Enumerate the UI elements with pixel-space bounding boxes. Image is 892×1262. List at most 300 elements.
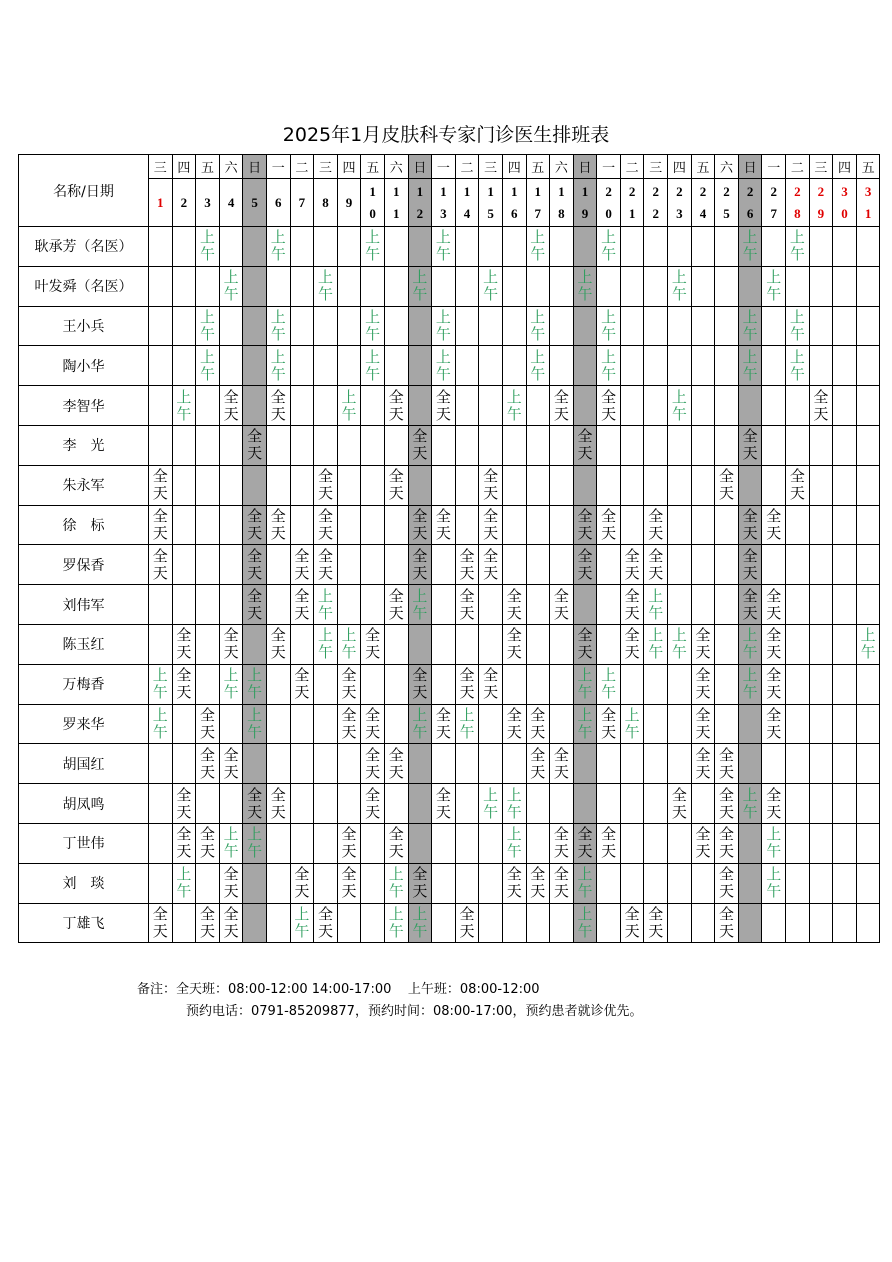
shift-cell (408, 227, 432, 267)
shift-cell (833, 306, 857, 346)
weekday-cell: 一 (266, 155, 290, 179)
shift-cell (833, 664, 857, 704)
fullday-shift: 全 天 (247, 586, 263, 622)
doctor-row (19, 704, 880, 744)
morning-shift: 上 午 (601, 307, 617, 343)
shift-cell (337, 465, 361, 505)
shift-cell (691, 545, 715, 585)
day-number-cell: 5 (243, 179, 267, 227)
shift-cell (738, 664, 762, 704)
shift-cell (408, 266, 432, 306)
shift-cell (644, 863, 668, 903)
shift-cell (762, 227, 786, 267)
shift-cell (786, 266, 810, 306)
shift-cell (384, 227, 408, 267)
shift-cell (384, 386, 408, 426)
shift-cell (408, 346, 432, 386)
shift-cell (455, 784, 479, 824)
shift-cell (856, 505, 880, 545)
day-number-cell: 7 (290, 179, 314, 227)
weekday-cell: 三 (644, 155, 668, 179)
day-number-cell: 22 (644, 179, 668, 227)
doctor-name: 刘伟军 (19, 585, 149, 625)
morning-shift: 上 午 (199, 228, 215, 264)
shift-cell (668, 863, 692, 903)
morning-shift: 上 午 (577, 705, 593, 741)
shift-cell (290, 545, 314, 585)
shift-cell (432, 744, 456, 784)
shift-cell (691, 465, 715, 505)
shift-cell (762, 863, 786, 903)
shift-cell (502, 346, 526, 386)
shift-cell (809, 505, 833, 545)
shift-cell (573, 585, 597, 625)
fullday-shift: 全 天 (223, 626, 239, 662)
doctor-row (19, 465, 880, 505)
shift-cell (691, 227, 715, 267)
fullday-shift: 全 天 (719, 825, 735, 861)
shift-cell (432, 505, 456, 545)
shift-cell (738, 545, 762, 585)
fullday-shift: 全 天 (671, 785, 687, 821)
shift-cell (573, 624, 597, 664)
shift-cell (762, 585, 786, 625)
day-number-cell: 25 (715, 179, 739, 227)
shift-cell (644, 227, 668, 267)
morning-shift: 上 午 (412, 268, 428, 304)
shift-cell (384, 624, 408, 664)
fullday-shift: 全 天 (412, 427, 428, 463)
fullday-shift: 全 天 (459, 904, 475, 940)
day-number-cell: 16 (502, 179, 526, 227)
morning-shift: 上 午 (577, 904, 593, 940)
shift-cell (573, 306, 597, 346)
morning-shift: 上 午 (412, 586, 428, 622)
shift-cell (738, 505, 762, 545)
shift-cell (502, 744, 526, 784)
shift-cell (762, 465, 786, 505)
fullday-shift: 全 天 (247, 506, 263, 542)
morning-shift: 上 午 (412, 705, 428, 741)
shift-cell (502, 585, 526, 625)
shift-cell (738, 863, 762, 903)
shift-cell (149, 227, 173, 267)
shift-cell (361, 306, 385, 346)
shift-cell (786, 784, 810, 824)
fullday-shift: 全 天 (695, 705, 711, 741)
fullday-shift: 全 天 (577, 825, 593, 861)
shift-cell (266, 386, 290, 426)
doctor-name: 丁雄飞 (19, 903, 149, 943)
shift-cell (809, 704, 833, 744)
doctor-row (19, 227, 880, 267)
morning-shift: 上 午 (365, 307, 381, 343)
morning-shift: 上 午 (317, 626, 333, 662)
fullday-shift: 全 天 (624, 904, 640, 940)
shift-cell (762, 624, 786, 664)
shift-cell (715, 465, 739, 505)
fullday-shift: 全 天 (506, 626, 522, 662)
shift-cell (149, 664, 173, 704)
doctor-name: 刘 琰 (19, 863, 149, 903)
shift-cell (266, 585, 290, 625)
morning-shift: 上 午 (506, 825, 522, 861)
shift-cell (738, 346, 762, 386)
doctor-name: 罗保香 (19, 545, 149, 585)
fullday-shift: 全 天 (648, 904, 664, 940)
shift-cell (856, 227, 880, 267)
shift-cell (668, 306, 692, 346)
fullday-shift: 全 天 (530, 705, 546, 741)
shift-cell (479, 346, 503, 386)
shift-cell (762, 784, 786, 824)
morning-shift: 上 午 (435, 347, 451, 383)
shift-cell (786, 306, 810, 346)
fullday-shift: 全 天 (506, 865, 522, 901)
weekday-cell: 三 (314, 155, 338, 179)
date-header-label: 名称/日期 (19, 155, 149, 227)
shift-cell (337, 266, 361, 306)
doctor-name: 耿承芳（名医） (19, 227, 149, 267)
shift-cell (620, 465, 644, 505)
shift-cell (856, 863, 880, 903)
fullday-shift: 全 天 (435, 705, 451, 741)
shift-cell (290, 863, 314, 903)
shift-cell (432, 266, 456, 306)
shift-cell (337, 545, 361, 585)
fullday-shift: 全 天 (412, 865, 428, 901)
shift-cell (479, 545, 503, 585)
fullday-shift: 全 天 (813, 387, 829, 423)
shift-cell (243, 425, 267, 465)
shift-cell (314, 664, 338, 704)
morning-shift: 上 午 (435, 307, 451, 343)
shift-cell (172, 386, 196, 426)
fullday-shift: 全 天 (766, 626, 782, 662)
morning-shift: 上 午 (530, 307, 546, 343)
shift-cell (644, 545, 668, 585)
shift-cell (668, 744, 692, 784)
weekday-cell: 日 (573, 155, 597, 179)
shift-cell (573, 386, 597, 426)
shift-cell (455, 266, 479, 306)
shift-cell (526, 784, 550, 824)
shift-cell (361, 266, 385, 306)
fullday-shift: 全 天 (459, 586, 475, 622)
shift-cell (597, 545, 621, 585)
doctor-row (19, 863, 880, 903)
weekday-cell: 日 (738, 155, 762, 179)
shift-cell (266, 823, 290, 863)
shift-cell (762, 346, 786, 386)
shift-cell (856, 306, 880, 346)
shift-cell (149, 545, 173, 585)
shift-cell (833, 425, 857, 465)
fullday-shift: 全 天 (365, 785, 381, 821)
shift-cell (691, 585, 715, 625)
shift-cell (738, 704, 762, 744)
shift-cell (502, 704, 526, 744)
shift-cell (219, 227, 243, 267)
shift-cell (384, 784, 408, 824)
shift-cell (290, 346, 314, 386)
shift-cell (809, 823, 833, 863)
shift-cell (550, 346, 574, 386)
fullday-shift: 全 天 (199, 904, 215, 940)
shift-cell (243, 784, 267, 824)
fullday-shift: 全 天 (294, 586, 310, 622)
fullday-shift: 全 天 (742, 546, 758, 582)
fullday-shift: 全 天 (388, 825, 404, 861)
shift-cell (337, 624, 361, 664)
shift-cell (856, 903, 880, 943)
shift-cell (550, 704, 574, 744)
shift-cell (337, 585, 361, 625)
shift-cell (715, 784, 739, 824)
shift-cell (290, 505, 314, 545)
shift-cell (455, 744, 479, 784)
shift-cell (266, 346, 290, 386)
shift-cell (149, 863, 173, 903)
fullday-shift: 全 天 (341, 705, 357, 741)
fullday-shift: 全 天 (412, 546, 428, 582)
shift-cell (668, 704, 692, 744)
shift-cell (172, 425, 196, 465)
shift-cell (243, 903, 267, 943)
shift-cell (644, 585, 668, 625)
fullday-shift: 全 天 (766, 666, 782, 702)
fullday-shift: 全 天 (648, 546, 664, 582)
shift-cell (668, 903, 692, 943)
shift-cell (432, 585, 456, 625)
shift-cell (738, 386, 762, 426)
shift-cell (786, 903, 810, 943)
shift-cell (738, 585, 762, 625)
shift-cell (479, 386, 503, 426)
shift-cell (691, 346, 715, 386)
shift-cell (550, 863, 574, 903)
shift-cell (833, 505, 857, 545)
shift-cell (786, 664, 810, 704)
shift-cell (172, 624, 196, 664)
morning-shift: 上 午 (152, 666, 168, 702)
fullday-shift: 全 天 (152, 506, 168, 542)
shift-cell (172, 346, 196, 386)
morning-shift: 上 午 (483, 785, 499, 821)
shift-cell (290, 624, 314, 664)
shift-cell (644, 346, 668, 386)
fullday-shift: 全 天 (601, 506, 617, 542)
shift-cell (479, 465, 503, 505)
morning-shift: 上 午 (789, 307, 805, 343)
shift-cell (573, 505, 597, 545)
shift-cell (833, 704, 857, 744)
shift-cell (408, 664, 432, 704)
morning-shift: 上 午 (483, 268, 499, 304)
shift-cell (384, 306, 408, 346)
shift-cell (337, 306, 361, 346)
shift-cell (408, 744, 432, 784)
shift-cell (786, 624, 810, 664)
fullday-shift: 全 天 (624, 626, 640, 662)
shift-cell (620, 505, 644, 545)
shift-cell (432, 903, 456, 943)
shift-cell (337, 227, 361, 267)
weekday-cell: 四 (337, 155, 361, 179)
shift-cell (408, 306, 432, 346)
shift-cell (219, 744, 243, 784)
shift-cell (856, 425, 880, 465)
weekday-cell: 四 (502, 155, 526, 179)
shift-cell (172, 863, 196, 903)
shift-cell (550, 903, 574, 943)
fullday-shift: 全 天 (412, 666, 428, 702)
shift-cell (620, 823, 644, 863)
shift-cell (408, 903, 432, 943)
shift-cell (149, 704, 173, 744)
shift-cell (715, 585, 739, 625)
shift-cell (196, 903, 220, 943)
shift-cell (668, 545, 692, 585)
shift-cell (573, 465, 597, 505)
morning-shift: 上 午 (317, 268, 333, 304)
shift-cell (644, 266, 668, 306)
shift-cell (856, 744, 880, 784)
shift-cell (290, 704, 314, 744)
shift-cell (361, 624, 385, 664)
doctor-row (19, 624, 880, 664)
shift-cell (573, 227, 597, 267)
shift-cell (809, 306, 833, 346)
shift-cell (266, 624, 290, 664)
morning-shift: 上 午 (223, 666, 239, 702)
shift-cell (573, 664, 597, 704)
shift-cell (856, 545, 880, 585)
fullday-shift: 全 天 (624, 586, 640, 622)
shift-cell (644, 664, 668, 704)
fullday-shift: 全 天 (270, 785, 286, 821)
shift-cell (738, 227, 762, 267)
shift-cell (526, 227, 550, 267)
day-number-cell: 15 (479, 179, 503, 227)
morning-shift: 上 午 (506, 785, 522, 821)
fullday-shift: 全 天 (294, 865, 310, 901)
shift-cell (644, 505, 668, 545)
shift-cell (361, 227, 385, 267)
shift-cell (149, 386, 173, 426)
fullday-shift: 全 天 (742, 506, 758, 542)
shift-cell (196, 425, 220, 465)
shift-cell (361, 505, 385, 545)
shift-cell (290, 784, 314, 824)
doctor-row (19, 505, 880, 545)
shift-cell (502, 903, 526, 943)
shift-cell (219, 386, 243, 426)
shift-cell (455, 585, 479, 625)
morning-shift: 上 午 (671, 387, 687, 423)
shift-cell (172, 704, 196, 744)
schedule-table (18, 154, 880, 943)
shift-cell (550, 465, 574, 505)
shift-cell (550, 784, 574, 824)
shift-cell (290, 386, 314, 426)
day-number-row (19, 179, 880, 227)
morning-shift: 上 午 (624, 705, 640, 741)
shift-cell (432, 545, 456, 585)
shift-cell (573, 425, 597, 465)
shift-cell (479, 425, 503, 465)
shift-cell (337, 505, 361, 545)
shift-cell (361, 425, 385, 465)
shift-cell (290, 664, 314, 704)
shift-cell (408, 585, 432, 625)
shift-cell (243, 704, 267, 744)
shift-cell (597, 227, 621, 267)
shift-cell (479, 744, 503, 784)
morning-shift: 上 午 (341, 626, 357, 662)
shift-cell (172, 465, 196, 505)
shift-cell (786, 346, 810, 386)
shift-cell (243, 823, 267, 863)
doctor-name: 李 光 (19, 425, 149, 465)
shift-cell (149, 744, 173, 784)
shift-cell (715, 306, 739, 346)
shift-cell (479, 505, 503, 545)
fullday-shift: 全 天 (341, 865, 357, 901)
fullday-shift: 全 天 (223, 745, 239, 781)
fullday-shift: 全 天 (553, 745, 569, 781)
day-number-cell: 9 (337, 179, 361, 227)
shift-cell (833, 744, 857, 784)
shift-cell (384, 425, 408, 465)
morning-shift: 上 午 (742, 785, 758, 821)
shift-cell (314, 465, 338, 505)
shift-cell (361, 545, 385, 585)
fullday-shift: 全 天 (365, 626, 381, 662)
fullday-shift: 全 天 (483, 467, 499, 503)
shift-cell (597, 664, 621, 704)
shift-cell (620, 266, 644, 306)
shift-cell (455, 505, 479, 545)
shift-cell (502, 664, 526, 704)
shift-cell (455, 425, 479, 465)
shift-cell (219, 505, 243, 545)
shift-cell (266, 227, 290, 267)
shift-cell (526, 704, 550, 744)
shift-cell (384, 903, 408, 943)
weekday-cell: 四 (172, 155, 196, 179)
shift-cell (597, 465, 621, 505)
shift-cell (314, 585, 338, 625)
shift-cell (290, 465, 314, 505)
shift-cell (856, 346, 880, 386)
shift-cell (455, 624, 479, 664)
shift-cell (384, 704, 408, 744)
page-title: 2025年1月皮肤科专家门诊医生排班表 (282, 124, 610, 146)
shift-cell (408, 505, 432, 545)
morning-shift: 上 午 (435, 228, 451, 264)
fullday-shift: 全 天 (152, 904, 168, 940)
shift-cell (314, 784, 338, 824)
morning-shift: 上 午 (247, 825, 263, 861)
shift-cell (526, 386, 550, 426)
shift-cell (432, 306, 456, 346)
shift-cell (526, 863, 550, 903)
shift-cell (314, 425, 338, 465)
shift-cell (314, 823, 338, 863)
fullday-shift: 全 天 (412, 506, 428, 542)
shift-cell (384, 823, 408, 863)
